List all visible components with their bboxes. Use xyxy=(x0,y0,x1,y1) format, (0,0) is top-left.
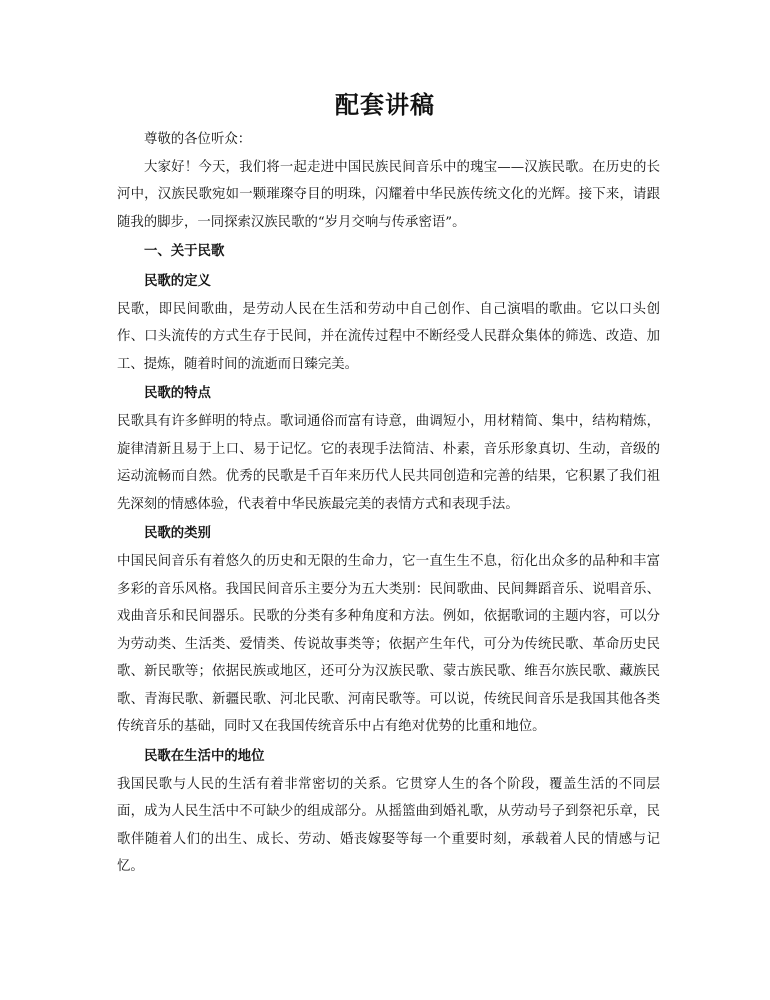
subheading-categories: 民歌的类别 xyxy=(144,525,211,542)
salutation: 尊敬的各位听众： xyxy=(144,132,252,147)
categories-paragraph: 中国民间音乐有着悠久的历史和无限的生命力，它一直生生不息，衍化出众多的品种和丰富多彩的音乐风格。我国民间音乐主要分为五大类别：民间歌曲、民间舞蹈音乐、说唱音乐、戏曲音乐和民间器乐。民歌的分类有多种角度和方法。例如，依据歌词的主题内容，可以分为劳动类、生活类、爱情类、传说故事类等；依据产生年代，可分为传统民歌、革命历史民歌、新民歌等；依据民族或地区，还可分为汉族民歌、蒙古族民歌、维吾尔族民歌、藏族民歌、青海民歌、新疆民歌、河北民歌、河南民歌等。可以说，传统民间音乐是我国其他各类传统音乐的基础，同时又在我国传统音乐中占有绝对优势的比重和地位。 xyxy=(117,553,660,735)
document-body xyxy=(117,126,660,881)
status-paragraph: 我国民歌与人民的生活有着非常密切的关系。它贯穿人生的各个阶段，覆盖生活的不同层面，成为人民生活中不可缺少的组成部分。从摇篮曲到婚礼歌，从劳动号子到祭祀乐章，民歌伴随着人们的出生、成长、劳动、婚丧嫁娶等每一个重要时刻，承载着人民的情感与记忆。 xyxy=(117,776,660,875)
features-paragraph: 民歌具有许多鲜明的特点。歌词通俗而富有诗意，曲调短小，用材精简、集中，结构精炼，旋律清新且易于上口、易于记忆。它的表现手法简洁、朴素，音乐形象真切、生动，音级的运动流畅而自然。优秀的民歌是千百年来历代人民共同创造和完善的结果，它积累了我们祖先深刻的情感体验，代表着中华民族最完美的表情方式和表现手法。 xyxy=(117,413,660,512)
subheading-status-in-life: 民歌在生活中的地位 xyxy=(144,748,265,765)
intro-paragraph: 大家好！今天，我们将一起走进中国民族民间音乐中的瑰宝——汉族民歌。在历史的长河中，汉族民歌宛如一颗璀璨夺目的明珠，闪耀着中华民族传统文化的光辉。接下来，请跟随我的脚步，一同探索汉族民歌的“岁月交响与传承密语”。 xyxy=(117,159,660,230)
document-title: 配套讲稿 xyxy=(335,90,435,119)
subheading-features: 民歌的特点 xyxy=(144,385,211,402)
section-heading-about-folk-songs: 一、关于民歌 xyxy=(144,243,225,260)
definition-paragraph: 民歌，即民间歌曲，是劳动人民在生活和劳动中自己创作、自己演唱的歌曲。它以口头创作、口头流传的方式生存于民间，并在流传过程中不断经受人民群众集体的筛选、改造、加工、提炼，随着时间的流逝而日臻完美。 xyxy=(117,301,660,372)
subheading-definition: 民歌的定义 xyxy=(144,272,211,289)
